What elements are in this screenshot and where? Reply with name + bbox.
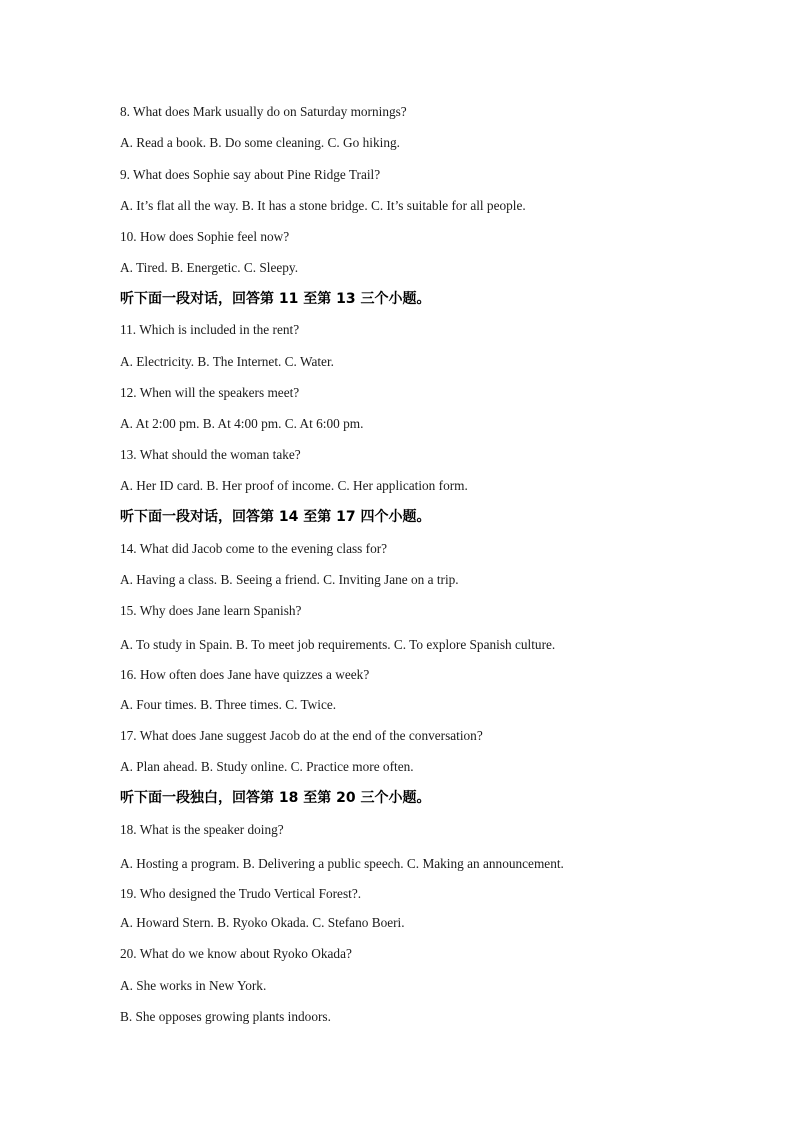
question-9: 9. What does Sophie say about Pine Ridge Trail?: [120, 167, 381, 182]
question-10: 10. How does Sophie feel now?: [120, 229, 290, 244]
option-20-b: B. She opposes growing plants indoors.: [120, 1009, 331, 1024]
section-heading-11-13: 听下面一段对话，回答第 11 至第 13 三个小题。: [120, 291, 431, 307]
question-17: 17. What does Jane suggest Jacob do at the end of the conversation?: [120, 728, 483, 743]
question-14: 14. What did Jacob come to the evening class for?: [120, 541, 388, 556]
question-8: 8. What does Mark usually do on Saturday mornings?: [120, 104, 407, 119]
options-13: A. Her ID card. B. Her proof of income. C. Her application form.: [120, 478, 468, 493]
options-9: A. It’s flat all the way. B. It has a stone bridge. C. It’s suitable for all people.: [120, 198, 526, 213]
options-8: A. Read a book. B. Do some cleaning. C. Go hiking.: [120, 135, 400, 150]
section-heading-14-17: 听下面一段对话，回答第 14 至第 17 四个小题。: [120, 509, 431, 525]
question-11: 11. Which is included in the rent?: [120, 322, 300, 337]
section-heading-18-20: 听下面一段独白，回答第 18 至第 20 三个小题。: [120, 790, 431, 806]
options-19: A. Howard Stern. B. Ryoko Okada. C. Stefano Boeri.: [120, 915, 405, 930]
question-20: 20. What do we know about Ryoko Okada?: [120, 946, 352, 961]
options-10: A. Tired. B. Energetic. C. Sleepy.: [120, 260, 299, 275]
options-12: A. At 2:00 pm. B. At 4:00 pm. C. At 6:00 pm.: [120, 416, 364, 431]
options-15: A. To study in Spain. B. To meet job requirements. C. To explore Spanish culture.: [120, 637, 556, 652]
question-19: 19. Who designed the Trudo Vertical Forest?.: [120, 886, 362, 901]
options-14: A. Having a class. B. Seeing a friend. C. Inviting Jane on a trip.: [120, 572, 459, 587]
question-13: 13. What should the woman take?: [120, 447, 301, 462]
question-16: 16. How often does Jane have quizzes a week?: [120, 667, 370, 682]
question-12: 12. When will the speakers meet?: [120, 385, 300, 400]
option-20-a: A. She works in New York.: [120, 978, 267, 993]
options-17: A. Plan ahead. B. Study online. C. Practice more often.: [120, 759, 414, 774]
options-18: A. Hosting a program. B. Delivering a public speech. C. Making an announcement.: [120, 856, 564, 871]
options-11: A. Electricity. B. The Internet. C. Water.: [120, 354, 334, 369]
question-15: 15. Why does Jane learn Spanish?: [120, 603, 302, 618]
question-18: 18. What is the speaker doing?: [120, 822, 284, 837]
options-16: A. Four times. B. Three times. C. Twice.: [120, 697, 337, 712]
